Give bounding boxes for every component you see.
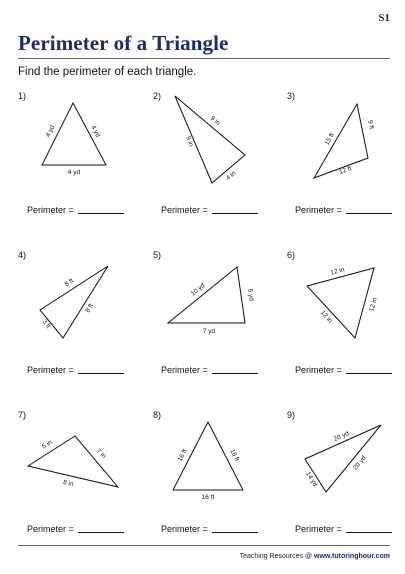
side-label: 10 yd [189,282,207,298]
side-label: 16 ft [201,494,215,501]
side-label: 16 ft [228,448,241,463]
perimeter-label: Perimeter = [161,524,208,534]
problem-number: 2) [153,91,162,101]
side-label: 20 yd [352,454,368,472]
side-label: 9 in [184,135,195,148]
side-label: 5 in [40,438,54,451]
perimeter-label: Perimeter = [27,205,74,215]
side-label: 7 in [94,447,108,460]
problem-number: 4) [18,250,27,260]
perimeter-label: Perimeter = [27,524,74,534]
perimeter-label: Perimeter = [295,524,342,534]
problem-number: 8) [153,410,162,420]
side-label: 9 ft [366,119,375,130]
perimeter-label: Perimeter = [295,365,342,375]
footer-divider [18,545,390,546]
problem-number: 3) [287,91,296,101]
side-label: 8 ft [63,277,75,289]
page-title: Perimeter of a Triangle [18,31,229,55]
side-label: 12 in [329,266,346,277]
perimeter-label: Perimeter = [161,205,208,215]
side-label: 4 yd [44,124,57,139]
footer-prefix: Teaching Resources @ [239,553,313,560]
side-label: 4 yd [67,169,81,176]
side-label: 8 in [62,478,75,489]
side-label: 9 in [208,114,222,127]
footer-url[interactable]: www.tutoringhour.com [314,553,390,560]
side-label: 15 ft [323,132,336,147]
problem-number: 7) [18,410,27,420]
side-label: 7 yd [202,328,216,335]
side-label: 8 ft [84,302,95,314]
side-label: 12 in [318,309,334,325]
side-label: 12 ft [338,165,353,177]
side-label: 4 yd [89,124,102,139]
side-label: 12 in [368,296,379,313]
problem-number: 1) [18,91,27,101]
side-label: 20 yd [332,430,351,444]
perimeter-label: Perimeter = [27,365,74,375]
perimeter-label: Perimeter = [161,365,208,375]
perimeter-answer [295,524,392,534]
instructions: Find the perimeter of each triangle. [18,66,197,78]
worksheet-code: S1 [378,12,390,24]
problem-number: 6) [287,250,296,260]
answer-blank[interactable] [346,524,392,533]
side-label: 14 yd [304,470,319,488]
side-label: 4 in [224,169,238,182]
footer [240,553,390,560]
side-label: 6 yd [246,288,255,302]
problem-number: 5) [153,250,162,260]
side-label: 16 ft [176,448,189,463]
side-label: 3 ft [40,318,52,330]
perimeter-label: Perimeter = [295,205,342,215]
problem-number: 9) [287,410,296,420]
